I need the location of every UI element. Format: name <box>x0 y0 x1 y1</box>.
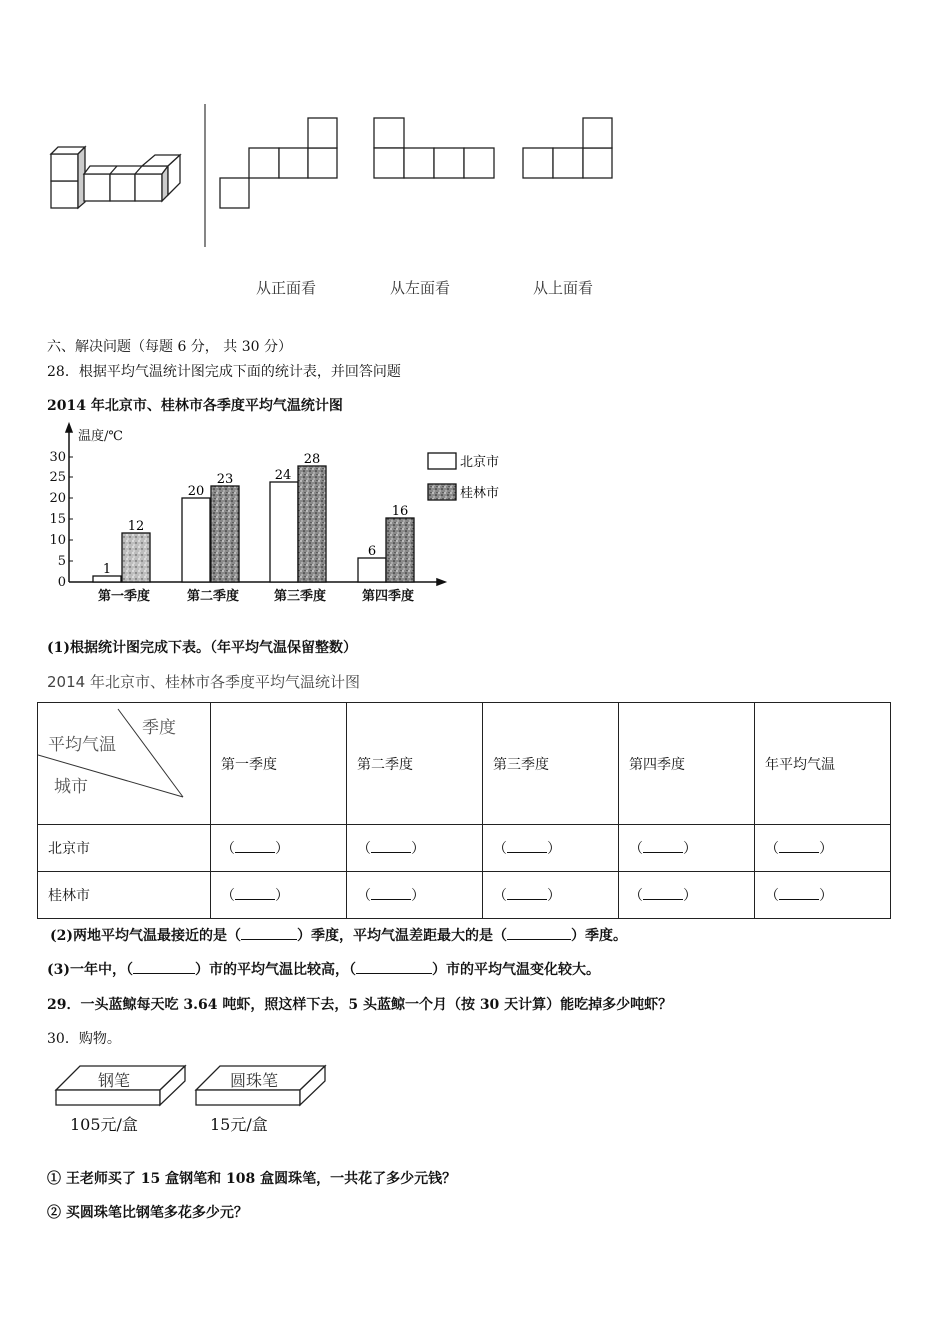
q28-part1: (1)根据统计图完成下表。（年平均气温保留整数） <box>47 640 357 656</box>
blank-cell[interactable]: （ ） <box>755 872 891 919</box>
svg-text:北京市: 北京市 <box>460 455 500 470</box>
answer-blank[interactable] <box>507 887 547 900</box>
svg-text:5: 5 <box>57 554 66 569</box>
svg-text:30: 30 <box>49 450 66 465</box>
svg-text:20: 20 <box>49 491 66 506</box>
corner-label-temp: 平均气温 <box>48 735 116 755</box>
blank-cell[interactable]: （ ） <box>211 825 347 872</box>
blank-cell[interactable]: （ ） <box>347 872 483 919</box>
svg-text:16: 16 <box>391 504 409 519</box>
svg-text:第二季度: 第二季度 <box>186 589 240 604</box>
svg-text:第一季度: 第一季度 <box>97 589 151 604</box>
corner-label-season: 季度 <box>142 718 176 738</box>
svg-text:15: 15 <box>49 512 66 527</box>
q28-part2: (2)两地平均气温最接近的是（ ）季度，平均气温差距最大的是（ ）季度。 <box>50 928 627 944</box>
table-row <box>38 825 891 872</box>
answer-blank[interactable] <box>133 961 195 974</box>
view-label-left: 从左面看 <box>390 279 451 297</box>
svg-text:桂林市: 桂林市 <box>460 486 500 501</box>
header-q4: 第四季度 <box>619 703 755 825</box>
corner-label-city: 城市 <box>54 777 88 797</box>
q28-prompt: 28．根据平均气温统计图完成下面的统计表，并回答问题 <box>47 364 401 380</box>
svg-text:1: 1 <box>102 562 112 577</box>
q30-sub1: ① 王老师买了 15 盒钢笔和 108 盒圆珠笔，一共花了多少元钱？ <box>47 1171 457 1187</box>
table-corner-cell <box>38 703 211 825</box>
svg-text:24: 24 <box>274 468 292 483</box>
answer-blank[interactable] <box>371 887 411 900</box>
svg-text:0: 0 <box>57 575 66 590</box>
blank-cell[interactable]: （ ） <box>211 872 347 919</box>
answer-blank[interactable] <box>371 840 411 853</box>
blank-cell[interactable]: （ ） <box>483 872 619 919</box>
svg-text:20: 20 <box>187 484 205 499</box>
cube-face <box>51 181 78 208</box>
answer-blank[interactable] <box>356 961 432 974</box>
header-q2: 第二季度 <box>347 703 483 825</box>
answer-blank[interactable] <box>235 887 275 900</box>
row-city-beijing: 北京市 <box>38 825 211 872</box>
item-name-pen: 钢笔 <box>98 1071 131 1090</box>
table-caption: 2014 年北京市、桂林市各季度平均气温统计图 <box>47 673 360 691</box>
item-price-pen: 105元/盒 <box>70 1115 138 1134</box>
answer-blank[interactable] <box>779 887 819 900</box>
svg-text:第三季度: 第三季度 <box>273 589 327 604</box>
item-price-ballpen: 15元/盒 <box>210 1115 268 1134</box>
header-q1: 第一季度 <box>211 703 347 825</box>
svg-text:10: 10 <box>49 533 66 548</box>
diagonal-lines <box>38 703 220 825</box>
blank-cell[interactable]: （ ） <box>755 825 891 872</box>
temperature-table <box>37 702 891 919</box>
chart-title: 2014 年北京市、桂林市各季度平均气温统计图 <box>47 398 343 414</box>
q29-text: 29．一头蓝鲸每天吃 3.64 吨虾，照这样下去，5 头蓝鲸一个月（按 30 天计算）能吃掉多少吨虾？ <box>47 997 673 1013</box>
svg-text:第四季度: 第四季度 <box>361 589 415 604</box>
q28-part3: (3)一年中，（ ）市的平均气温比较高，（ ）市的平均气温变化较大。 <box>47 962 600 978</box>
blank-cell[interactable]: （ ） <box>483 825 619 872</box>
answer-blank[interactable] <box>241 927 297 940</box>
svg-text:温度/℃: 温度/℃ <box>78 429 123 444</box>
answer-blank[interactable] <box>779 840 819 853</box>
table-row <box>38 872 891 919</box>
header-annual: 年平均气温 <box>755 703 891 825</box>
svg-text:28: 28 <box>303 452 321 467</box>
view-label-front: 从正面看 <box>256 279 317 297</box>
answer-blank[interactable] <box>507 840 547 853</box>
answer-blank[interactable] <box>507 927 571 940</box>
view-label-top: 从上面看 <box>533 279 594 297</box>
header-q3: 第三季度 <box>483 703 619 825</box>
svg-text:23: 23 <box>216 472 234 487</box>
section-title: 六、解决问题（每题 6 分， 共 30 分） <box>47 339 292 355</box>
cube-views-figure <box>40 95 640 255</box>
svg-text:6: 6 <box>367 544 377 559</box>
blank-cell[interactable]: （ ） <box>347 825 483 872</box>
item-name-ballpen: 圆珠笔 <box>230 1071 279 1090</box>
svg-text:12: 12 <box>127 519 145 534</box>
blank-cell[interactable]: （ ） <box>619 872 755 919</box>
temperature-bar-chart <box>40 420 520 610</box>
row-city-guilin: 桂林市 <box>38 872 211 919</box>
q30-title: 30．购物。 <box>47 1031 121 1047</box>
answer-blank[interactable] <box>643 840 683 853</box>
answer-blank[interactable] <box>643 887 683 900</box>
blank-cell[interactable]: （ ） <box>619 825 755 872</box>
q30-sub2: ② 买圆珠笔比钢笔多花多少元？ <box>47 1205 248 1221</box>
answer-blank[interactable] <box>235 840 275 853</box>
svg-text:25: 25 <box>49 470 66 485</box>
